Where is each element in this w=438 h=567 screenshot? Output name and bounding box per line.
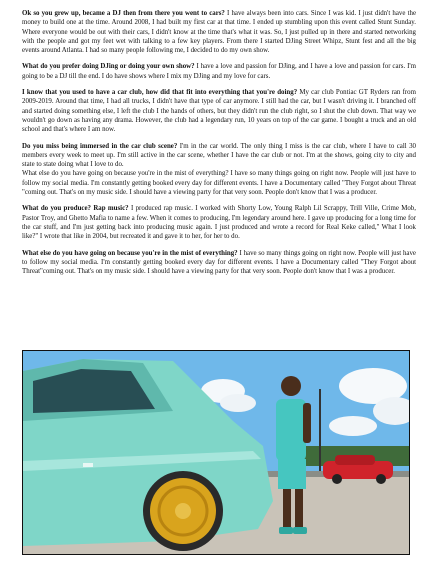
cloud	[329, 416, 377, 436]
rim-hub	[175, 503, 191, 519]
photo-of-man-leaning-on-teal-car-icon	[23, 351, 409, 554]
man-shoe	[279, 527, 293, 534]
answer-3: My car club Pontiac GT Ryders ran from 2009-2019. Around that time, I had all trucks, I didn't have that type of car anymore. I still had the car, but I wasn't driving it. I branched off and started doing something else, I left the club I the hands of others, but they didn't run the club right, so I shut the club down. That way we wouldn't go down as having any drama. However, the club had a legendary run, 10 years on top of the car game. I bought a truck and an old school and that's where I am now.	[22, 89, 416, 134]
red-car-wheel	[332, 474, 342, 484]
paragraph-3	[22, 88, 416, 134]
question-3: I know that you used to have a car club, how did that fit into everything that you're doing?	[22, 89, 298, 97]
red-car-roof	[335, 455, 375, 465]
question-6: What do you produce? Rap music?	[22, 205, 129, 213]
answer-1: I have always been into cars. Since I was kid. I just didn't have the money to build one at the time. Around 2008, I had built my first car at that time. I ended up stumbling upon this event called Stunt Sunday. Where everyone would be out with their cars, I didn't know at the time that's what it was. So, I just pulled up in there and started networking with the people and got my feet wet with talking to a few key players. From there I started DJing Street Whipz, Stunt fest and all the big events around Atlanta. I had so many people following me, I decided to do my own show.	[22, 10, 416, 55]
man-head	[281, 376, 301, 396]
answer-2: I have a love and passion for DJing, and I have a love and passion for cars. I'm going to be a DJ till the end. I do have shows where I mix my DJing and my love for cars.	[22, 63, 416, 80]
question-7: What else do you have going on because you're in the mist of everything?	[22, 249, 238, 257]
man-shirt	[276, 399, 306, 461]
paragraph-1	[22, 9, 416, 55]
question-1: Ok so you grew up, became a DJ then from there you went to cars?	[22, 10, 225, 17]
man-shoe	[293, 527, 307, 534]
answer-7: I have so many things going on right now. People will just have to follow my social media. I'm constantly getting booked every day for different events. I have a Documentary called "They Forgot about Threat"coming out. That's on my music side. I should have a viewing party for that very soon. People don't know that I was a producer.	[22, 249, 416, 276]
lamp-post	[319, 389, 321, 479]
answer-5: What else do you have going on because you're in the mist of everything? I have so many things going on right now. People will just have to follow my social media. I'm constantly getting booked every day for different events. I have a Documentary called "They Forgot about Threat "coming out. That's on my music side. I should have a viewing party for that very soon. People don't know that I was a producer.	[22, 170, 416, 197]
man-arm	[303, 403, 311, 443]
cloud	[220, 394, 256, 412]
answer-6: I produced rap music. I worked with Shorty Low, Young Ralph Lil Scrappy, Trill Ville, Crime Mob, Pastor Troy, and Ghetto Mafia to name a few. When it comes to producing, I'm legendary around here. I gave up producing for a long time for the car stuff, and I'm just getting back into producing music again. I just produced and wrote a record for Real Keke called," What I look like?" I wrote that like in 2004, but recreated it and gave it to her, for her to do.	[22, 205, 416, 241]
door-handle	[83, 463, 93, 467]
man-shorts	[278, 459, 306, 489]
man-leg	[283, 489, 291, 529]
man-leg	[295, 489, 303, 529]
question-2: What do you prefer doing DJing or doing your own show?	[22, 63, 195, 71]
question-4: Do you miss being immersed in the car club scene?	[22, 142, 178, 150]
paragraph-5	[22, 169, 416, 197]
paragraph-4	[22, 142, 416, 170]
answer-4: I'm in the car world. The only thing I miss is the car club, where I have to call 30 members every week to meet up. I'm still active in the car scene, whether I have the car club or not. I'm at the shows, going city to city and state to state doing what I love to do.	[22, 142, 416, 169]
paragraph-2	[22, 62, 416, 81]
feature-photo	[22, 350, 410, 555]
red-car-wheel	[376, 474, 386, 484]
paragraph-7	[22, 249, 416, 277]
paragraph-6	[22, 204, 416, 241]
